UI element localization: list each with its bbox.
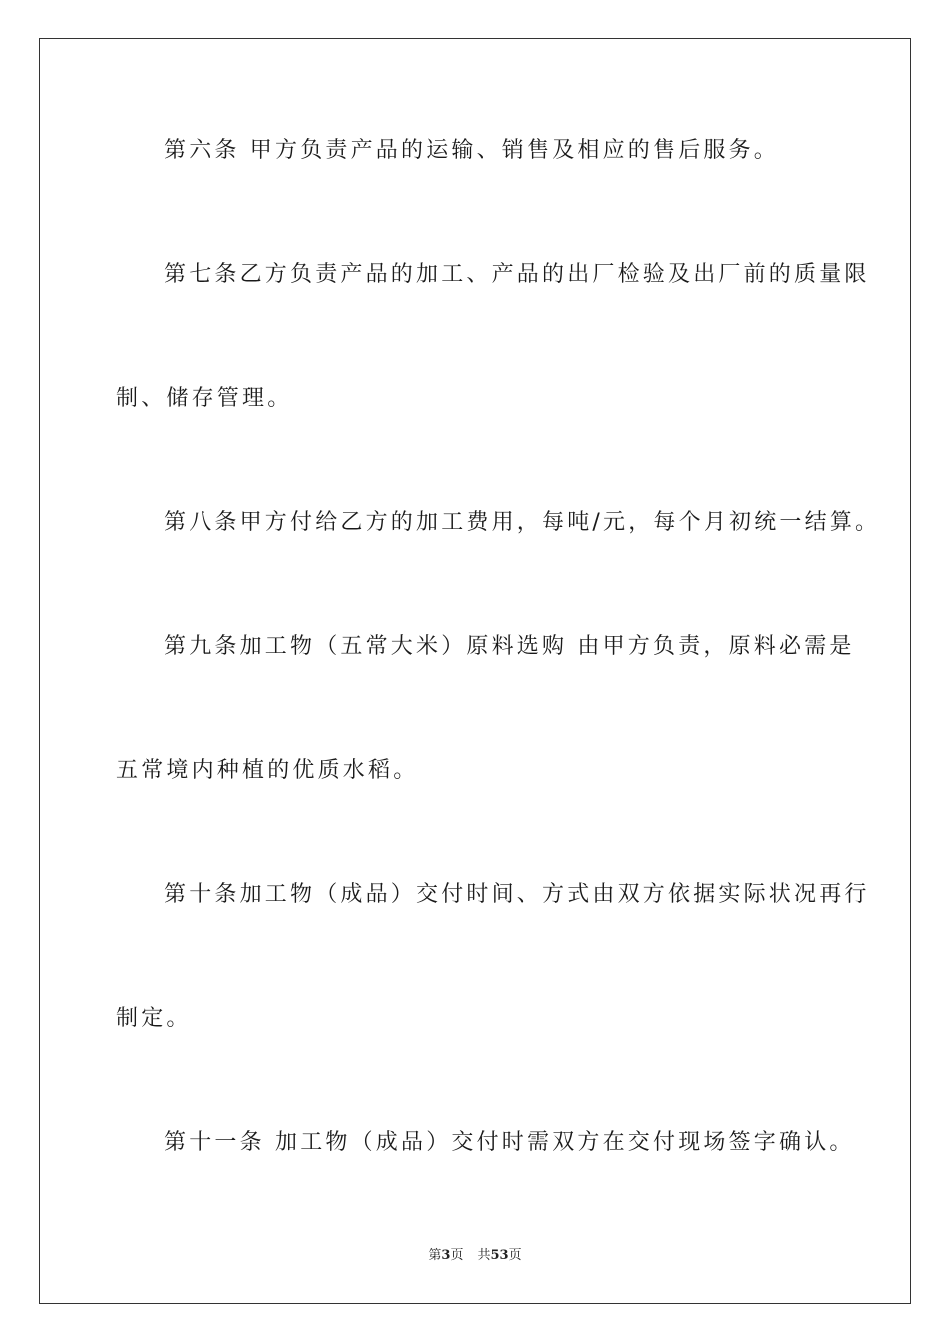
paragraph-article-9-line-2: 五常境内种植的优质水稻。 xyxy=(116,758,419,783)
paragraph-article-11: 第十一条 加工物（成品）交付时需双方在交付现场签字确认。 xyxy=(164,1130,855,1155)
paragraph-article-7-line-1: 第七条乙方负责产品的加工、产品的出厂检验及出厂前的质量限 xyxy=(164,262,870,287)
footer-page-prefix: 第 xyxy=(428,1248,442,1263)
paragraph-article-9-line-1: 第九条加工物（五常大米）原料选购 由甲方负责，原料必需是 xyxy=(164,634,855,659)
footer-total-suffix: 页 xyxy=(508,1248,522,1263)
paragraph-article-8: 第八条甲方付给乙方的加工费用，每吨/元，每个月初统一结算。 xyxy=(164,510,881,535)
footer-page-suffix: 页 xyxy=(450,1248,464,1263)
paragraph-article-7-line-2: 制、储存管理。 xyxy=(116,386,293,411)
page-border xyxy=(39,38,911,1304)
footer-total-pages: 53 xyxy=(490,1248,509,1263)
page-footer xyxy=(0,1246,950,1266)
paragraph-article-6: 第六条 甲方负责产品的运输、销售及相应的售后服务。 xyxy=(164,138,779,163)
paragraph-article-10-line-1: 第十条加工物（成品）交付时间、方式由双方依据实际状况再行 xyxy=(164,882,870,907)
footer-page-number: 3 xyxy=(441,1248,451,1263)
paragraph-article-10-line-2: 制定。 xyxy=(116,1006,192,1031)
footer-total-prefix: 共 xyxy=(477,1248,491,1263)
